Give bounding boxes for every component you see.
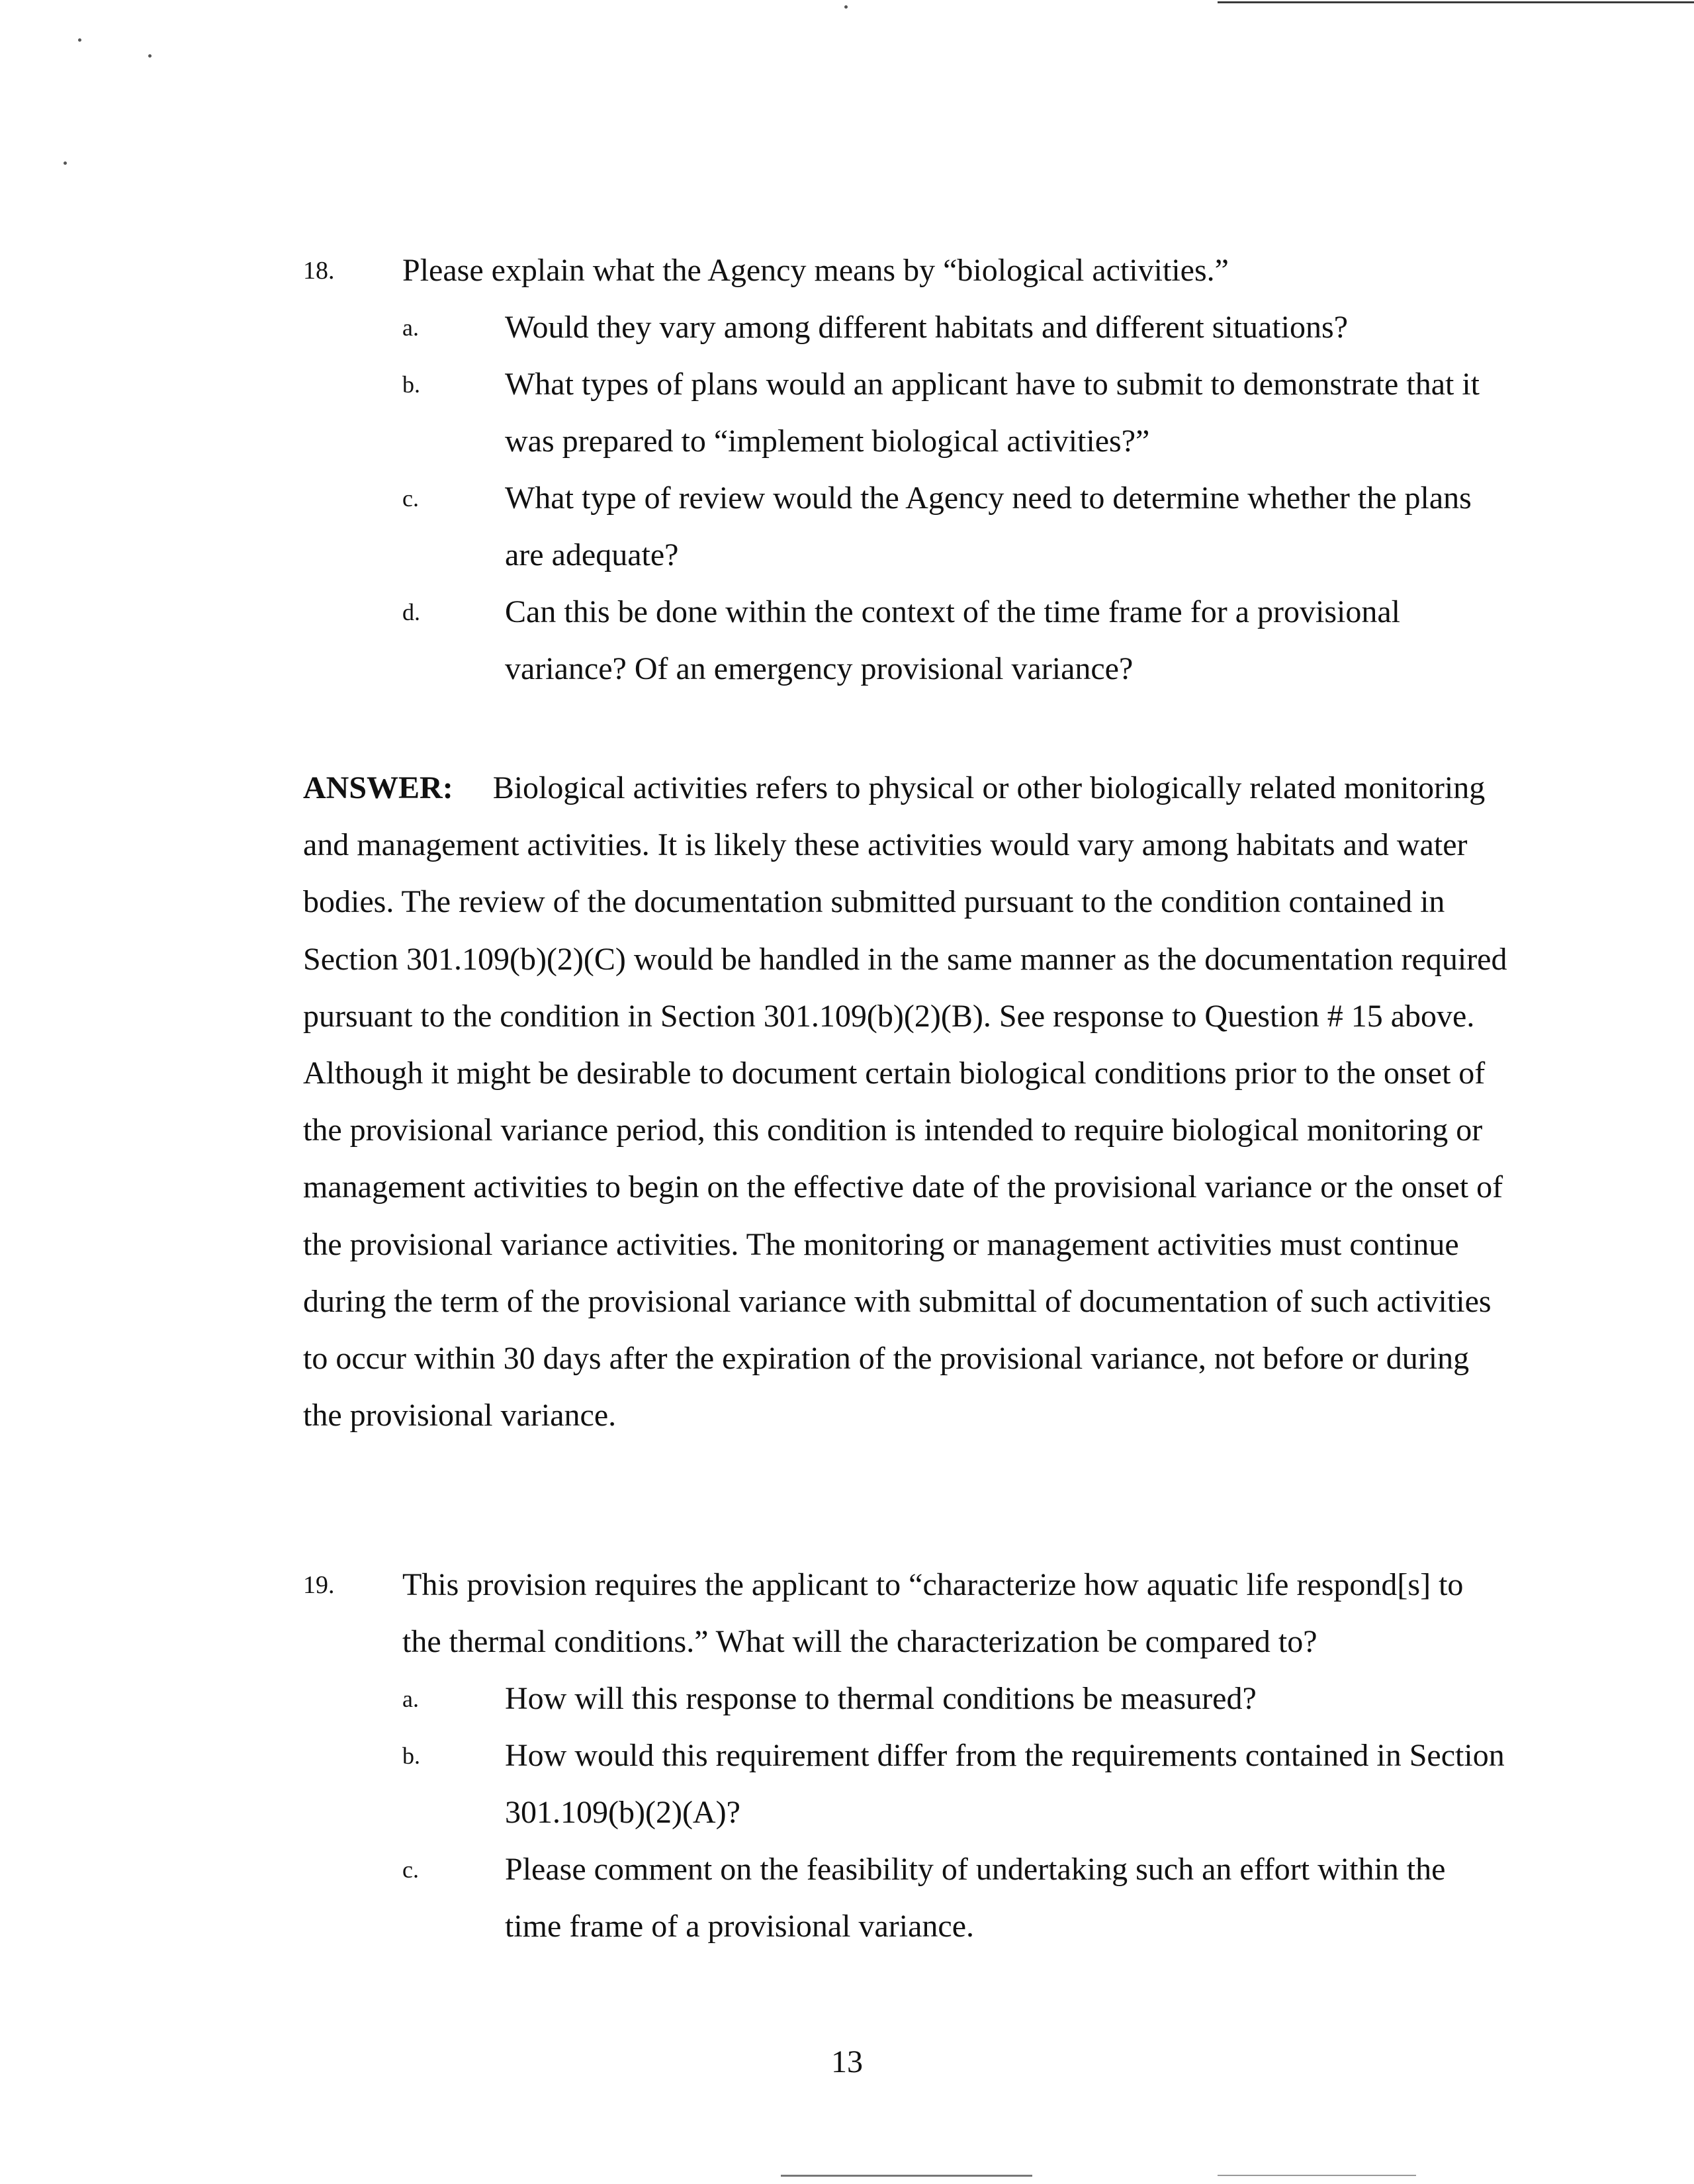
scan-speck — [64, 161, 67, 165]
scan-speck — [148, 54, 152, 58]
answer-label: ANSWER: — [303, 770, 453, 805]
question-number: 18. — [303, 257, 335, 285]
question-18 — [303, 242, 1507, 698]
answer-text: Biological activities refers to physical or other biologically related monitoring and management activities. It is likely these activities would vary among habitats and water bodies. The review of the documentation submitted pursuant to the condition contained in Section 301.109(b)(2)(C) would be handled in the same manner as the documentation required pursuant to the condition in Section 301.109(b)(2)(B). See response to Question # 15 above. Although it might be desirable to document certain biological conditions prior to the onset of the provisional variance period, this condition is intended to require biological monitoring or management activities to begin on the effective date of the provisional variance or the onset of the provisional variance activities. The monitoring or management activities must continue during the term of the provisional variance with submittal of documentation of such activities to occur within 30 days after the expiration of the provisional variance, not before or during the provisional variance. — [303, 770, 1507, 1433]
sub-question-c — [303, 1841, 1507, 1955]
sub-question-c — [303, 470, 1507, 584]
question-row — [303, 242, 1507, 299]
sub-question-d — [303, 584, 1507, 698]
sub-question-letter: c. — [402, 1856, 419, 1883]
sub-question-text: What type of review would the Agency need to determine whether the plans are adequate? — [505, 480, 1472, 572]
sub-question-text: Would they vary among different habitats and different situations? — [505, 310, 1349, 345]
sub-question-a — [303, 1670, 1507, 1727]
sub-question-text: How will this response to thermal conditions be measured? — [505, 1681, 1257, 1716]
scan-speck — [844, 5, 848, 9]
scan-speck — [78, 38, 81, 42]
sub-question-letter: b. — [402, 371, 420, 398]
sub-question-letter: b. — [402, 1743, 420, 1769]
sub-question-b — [303, 356, 1507, 470]
question-text: This provision requires the applicant to “characterize how aquatic life respond[s] to the thermal conditions.” What will the characterization be compared to? — [402, 1567, 1464, 1659]
sub-question-letter: c. — [402, 485, 419, 512]
sub-question-text: What types of plans would an applicant have to submit to demonstrate that it was prepared to “implement biological activities?” — [505, 367, 1480, 459]
question-19 — [303, 1557, 1507, 1955]
sub-question-b — [303, 1727, 1507, 1841]
sub-question-letter: a. — [402, 1686, 419, 1712]
sub-question-a — [303, 299, 1507, 356]
scan-artifact-bottom-line — [1218, 2175, 1416, 2176]
page-number: 13 — [831, 2044, 863, 2079]
scan-artifact-top-line — [1218, 1, 1694, 3]
question-number: 19. — [303, 1571, 335, 1599]
sub-question-text: Can this be done within the context of the time frame for a provisional variance? Of an emergency provisional variance? — [505, 594, 1400, 686]
sub-question-text: Please comment on the feasibility of undertaking such an effort within the time frame of a provisional variance. — [505, 1852, 1446, 1944]
sub-question-letter: a. — [402, 314, 419, 341]
answer-paragraph — [303, 760, 1507, 1444]
question-row — [303, 1557, 1507, 1670]
sub-question-letter: d. — [402, 599, 420, 625]
question-text: Please explain what the Agency means by “biological activities.” — [402, 253, 1229, 288]
sub-question-text: How would this requirement differ from the requirements contained in Section 301.109(b)(2)(A)? — [505, 1738, 1505, 1830]
scan-artifact-bottom-line — [781, 2175, 1032, 2177]
